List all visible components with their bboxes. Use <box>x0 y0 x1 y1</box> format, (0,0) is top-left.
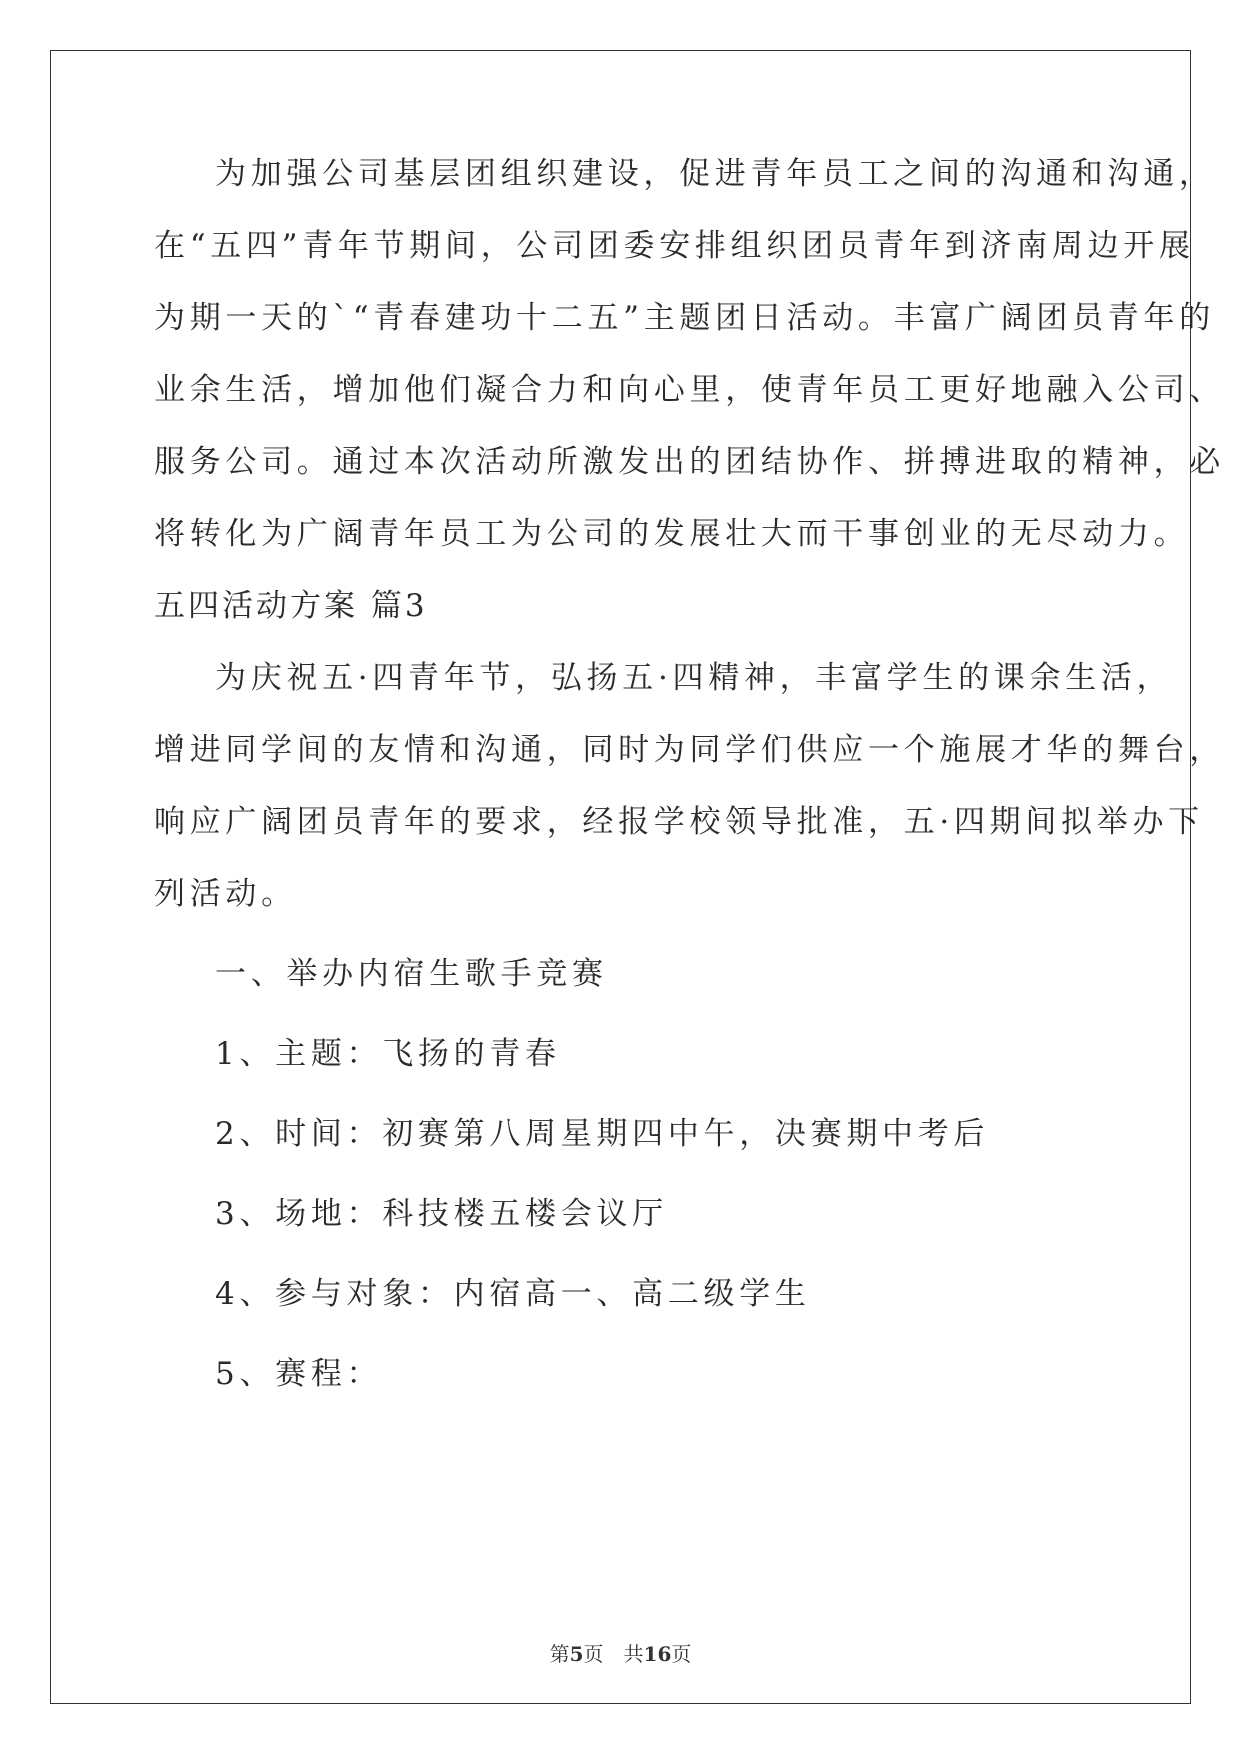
paragraph-1-line-1: 为加强公司基层团组织建设，促进青年员工之间的沟通和沟通， <box>215 156 1215 192</box>
paragraph-1-line-3: 为期一天的`“青春建功十二五”主题团日活动。丰富广阔团员青年的 <box>154 300 1215 336</box>
paragraph-1-line-2: 在“五四”青年节期间，公司团委安排组织团员青年到济南周边开展 <box>154 228 1195 264</box>
paragraph-2-line-4: 列活动。 <box>154 876 297 912</box>
footer-suffix: 页 <box>671 1642 692 1666</box>
footer-total-pages: 16 <box>643 1642 672 1666</box>
page-footer <box>0 1642 1241 1666</box>
section-heading: 五四活动方案 篇3 <box>154 588 428 624</box>
item-venue: 3、场地：科技楼五楼会议厅 <box>215 1196 668 1232</box>
footer-mid: 页 共 <box>583 1642 644 1666</box>
paragraph-2-line-2: 增进同学间的友情和沟通，同时为同学们供应一个施展才华的舞台， <box>154 732 1225 768</box>
paragraph-1-line-5: 服务公司。通过本次活动所激发出的团结协作、拼搏进取的精神，必 <box>154 444 1225 480</box>
item-schedule: 5、赛程： <box>215 1356 383 1392</box>
paragraph-2-line-1: 为庆祝五·四青年节，弘扬五·四精神，丰富学生的课余生活， <box>215 660 1173 696</box>
item-time: 2、时间：初赛第八周星期四中午，决赛期中考后 <box>215 1116 990 1152</box>
paragraph-1-line-6: 将转化为广阔青年员工为公司的发展壮大而干事创业的无尽动力。 <box>154 516 1190 552</box>
item-participants: 4、参与对象：内宿高一、高二级学生 <box>215 1276 811 1312</box>
paragraph-2-line-3: 响应广阔团员青年的要求，经报学校领导批准，五·四期间拟举办下 <box>154 804 1204 840</box>
footer-prefix: 第 <box>549 1642 570 1666</box>
paragraph-1-line-4: 业余生活，增加他们凝合力和向心里，使青年员工更好地融入公司、 <box>154 372 1225 408</box>
item-heading-1: 一、举办内宿生歌手竞赛 <box>215 956 608 992</box>
footer-page-number: 5 <box>569 1642 584 1666</box>
item-theme: 1、主题：飞扬的青春 <box>215 1036 561 1072</box>
